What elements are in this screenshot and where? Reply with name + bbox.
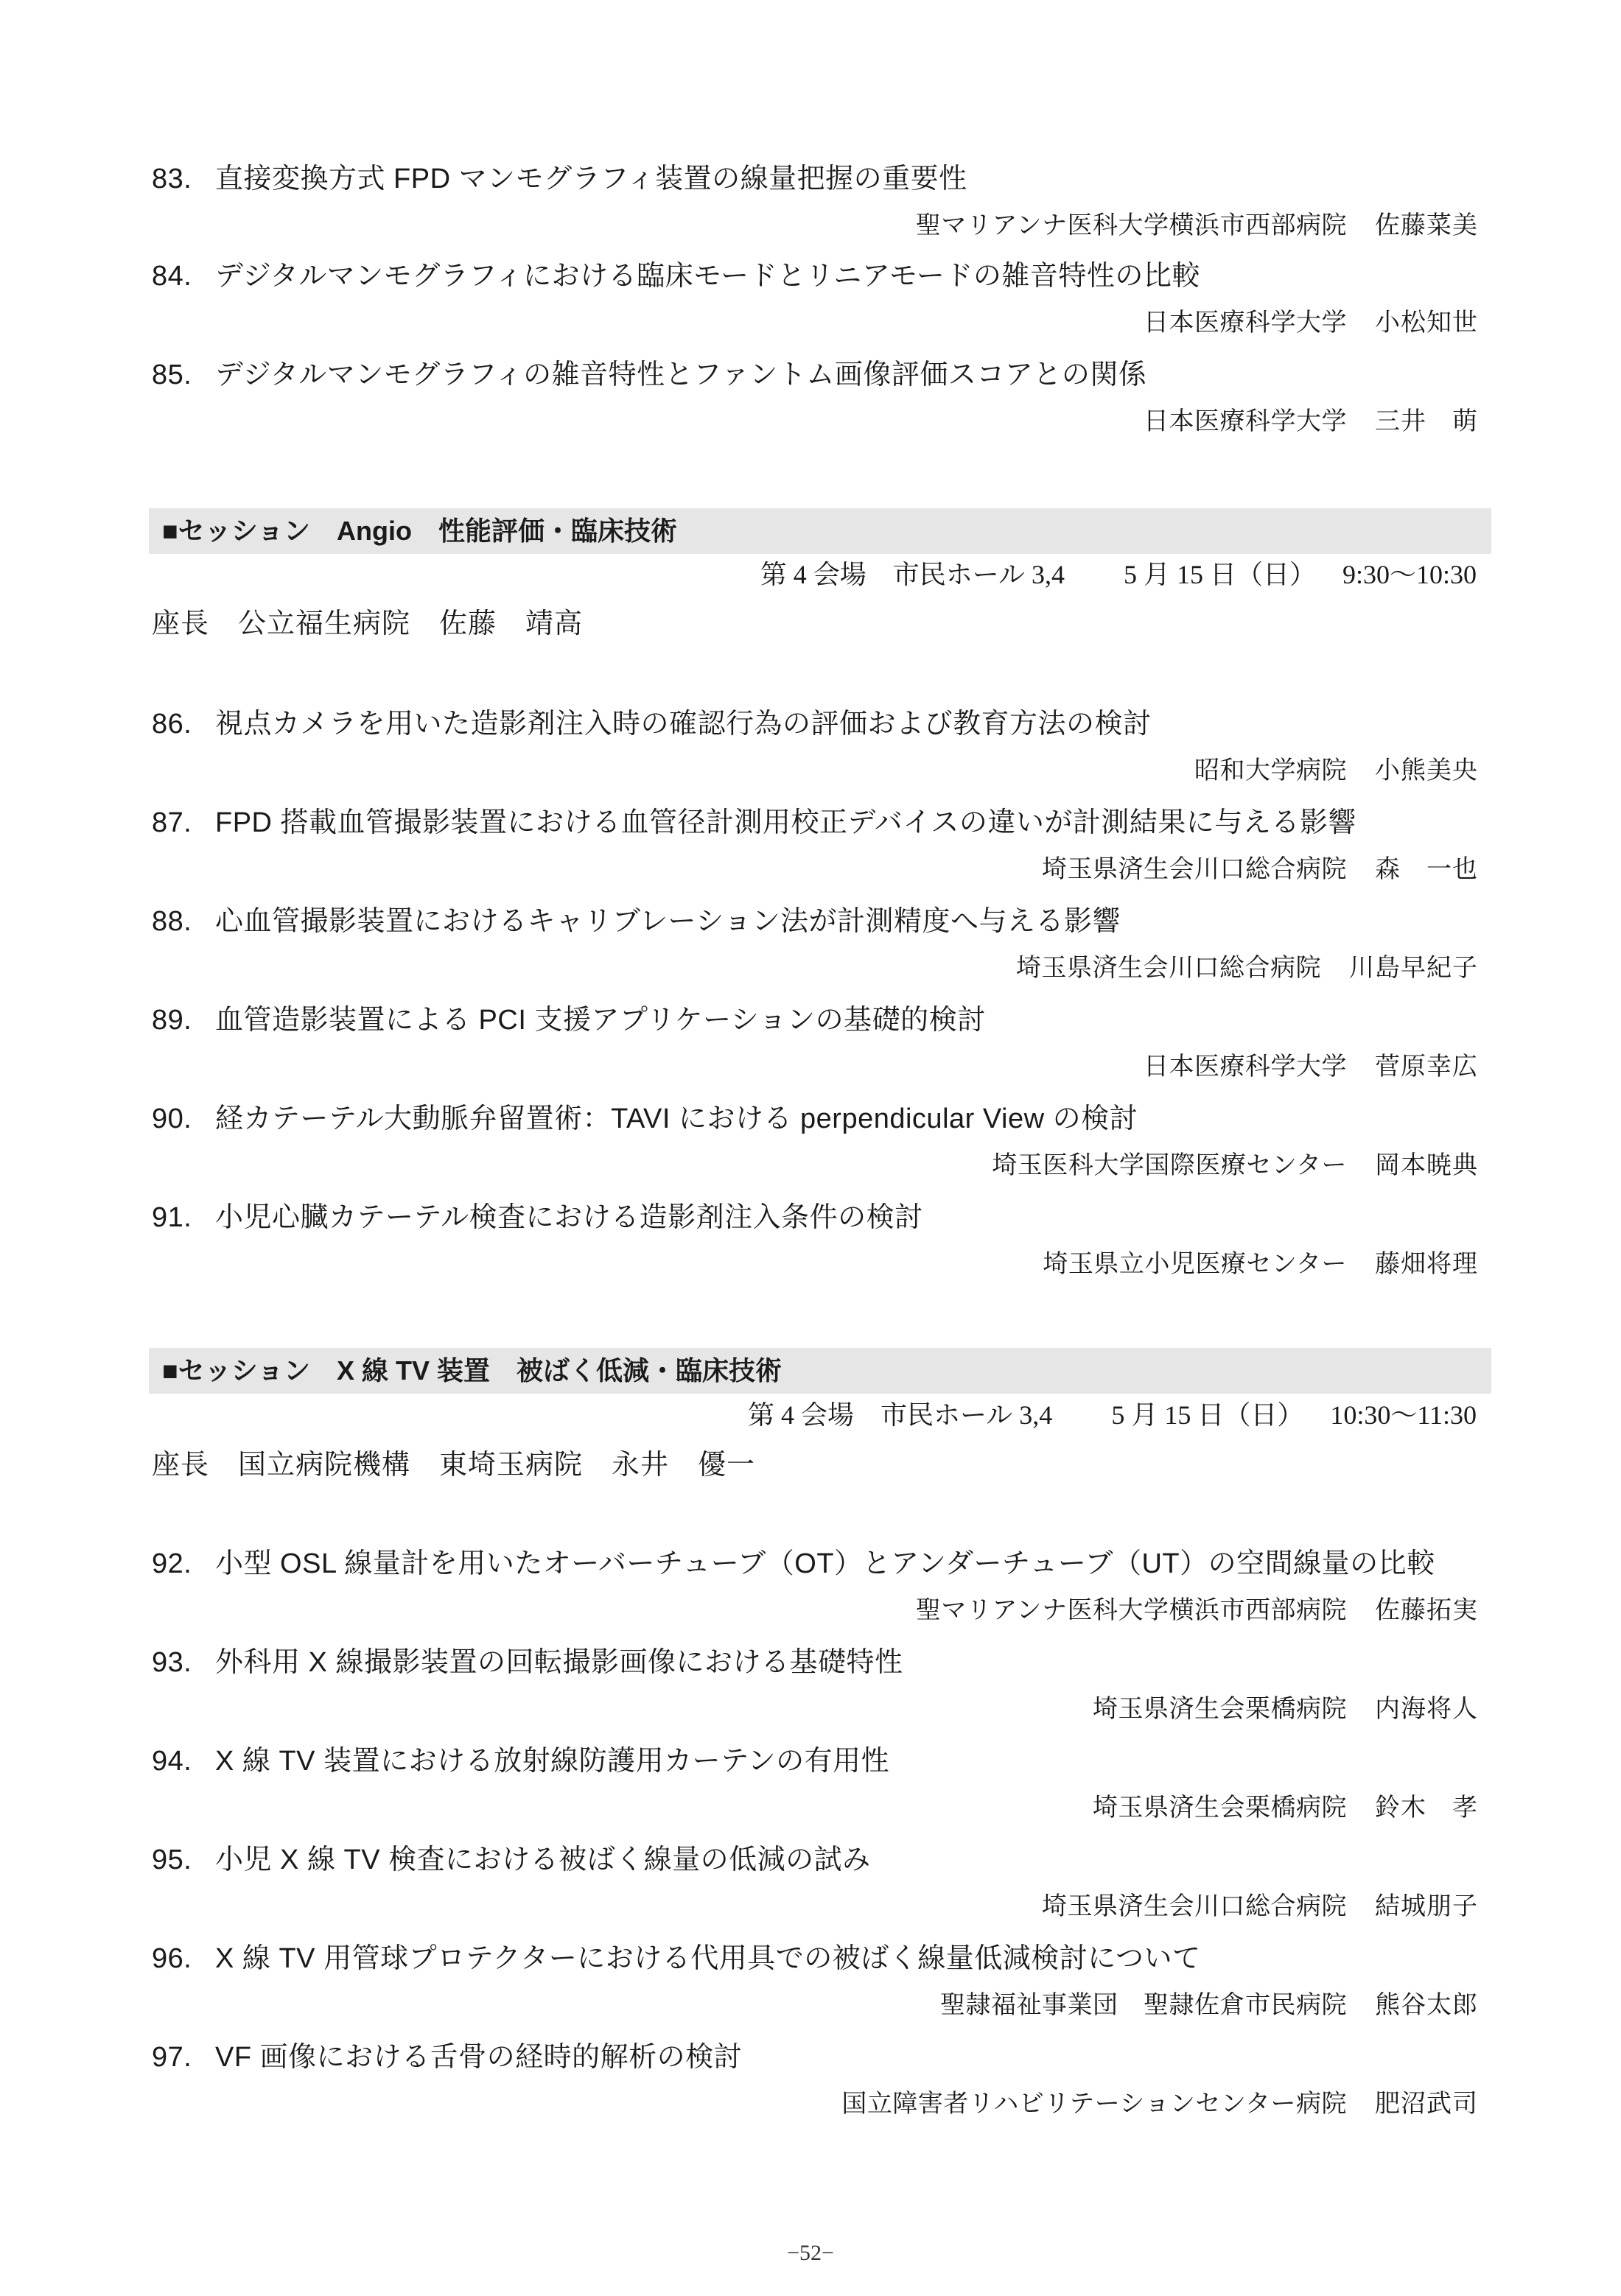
presenter-name: 佐藤菜美 [1375, 212, 1478, 239]
affiliation [1144, 405, 1478, 439]
affiliation-org: 埼玉県立小児医療センター [1043, 1251, 1347, 1278]
session-heading-xray-tv: ■セッション X 線 TV 装置 被ばく低減・臨床技術 [149, 1348, 1491, 1394]
entry-93 [152, 1644, 1478, 1723]
affiliation-org: 日本医療科学大学 [1144, 1053, 1347, 1081]
session-chair-angio: 座長 公立福生病院 佐藤 靖高 [152, 608, 584, 639]
session-date: 5 月 15 日（日） [1111, 1400, 1304, 1430]
affiliation [916, 209, 1478, 243]
entry-title-text: FPD 搭載血管撮影装置における血管径計測用校正デバイスの違いが計測結果に与える影響 [215, 807, 1356, 838]
entry-title-text: 小型 OSL 線量計を用いたオーバーチューブ（OT）とアンダーチューブ（UT）の空間線量の比較 [215, 1548, 1435, 1579]
entry-title [152, 1644, 1478, 1681]
entry-92 [152, 1545, 1478, 1624]
affiliation-org: 国立障害者リハビリテーションセンター病院 [841, 2090, 1347, 2118]
presenter-name: 岡本暁典 [1375, 1152, 1478, 1179]
entry-number: 84. [152, 261, 192, 292]
entry-title [152, 2039, 1478, 2076]
entry-number: 85. [152, 359, 192, 390]
entry-94 [152, 1743, 1478, 1822]
entry-95 [152, 1842, 1478, 1920]
presenter-name: 川島早紀子 [1349, 955, 1478, 982]
session-venue: 第 4 会場 市民ホール 3,4 [748, 1400, 1053, 1430]
entry-number: 83. [152, 164, 192, 194]
presenter-name: 菅原幸広 [1375, 1053, 1478, 1081]
presenter-name: 内海将人 [1375, 1696, 1478, 1723]
entry-number: 87. [152, 807, 192, 838]
session-date: 5 月 15 日（日） [1123, 560, 1316, 589]
entry-84 [152, 258, 1478, 337]
entry-number: 93. [152, 1647, 192, 1678]
entry-title-text: 小児心臓カテーテル検査における造影剤注入条件の検討 [215, 1202, 923, 1233]
page-number: −52− [787, 2241, 834, 2265]
entry-title-text: 視点カメラを用いた造影剤注入時の確認行為の評価および教育方法の検討 [215, 709, 1152, 740]
entry-number: 86. [152, 709, 192, 740]
entry-title [152, 1743, 1478, 1780]
presenter-name: 肥沼武司 [1375, 2090, 1478, 2118]
affiliation-org: 昭和大学病院 [1194, 757, 1347, 784]
entry-number: 94. [152, 1746, 192, 1777]
entry-title-text: デジタルマンモグラフィにおける臨床モードとリニアモードの雑音特性の比較 [215, 261, 1200, 292]
affiliation-org: 埼玉医科大学国際医療センター [992, 1152, 1347, 1179]
presenter-name: 鈴木 孝 [1375, 1794, 1478, 1822]
presenter-name: 熊谷太郎 [1375, 1992, 1478, 2019]
presenter-name: 藤畑将理 [1375, 1251, 1478, 1278]
entry-83 [152, 161, 1478, 239]
presenter-name: 佐藤拓実 [1375, 1597, 1478, 1624]
affiliation-org: 埼玉県済生会栗橋病院 [1093, 1696, 1347, 1723]
affiliation-org: 聖マリアンナ医科大学横浜市西部病院 [915, 212, 1347, 239]
presenter-name: 三井 萌 [1375, 408, 1478, 435]
entry-title [152, 804, 1478, 841]
session-heading-angio: ■セッション Angio 性能評価・臨床技術 [149, 508, 1491, 554]
entry-number: 96. [152, 1943, 192, 1974]
affiliation-org: 聖隷福祉事業団 聖隷佐倉市民病院 [940, 1992, 1347, 2019]
affiliation [992, 1149, 1478, 1183]
affiliation [940, 1989, 1478, 2023]
entry-96 [152, 1940, 1478, 2019]
entry-number: 97. [152, 2042, 192, 2073]
affiliation [1093, 1693, 1478, 1727]
entry-86 [152, 706, 1478, 784]
affiliation-org: 日本医療科学大学 [1144, 309, 1347, 337]
session-info-angio [760, 556, 1477, 593]
entry-90 [152, 1100, 1478, 1179]
presenter-name: 森 一也 [1375, 856, 1478, 883]
affiliation [841, 2088, 1478, 2121]
affiliation [1016, 952, 1478, 986]
entry-title [152, 706, 1478, 742]
presenter-name: 結城朋子 [1375, 1893, 1478, 1920]
presenter-name: 小熊美央 [1375, 757, 1478, 784]
session-info-xray-tv [748, 1397, 1477, 1433]
affiliation-org: 聖マリアンナ医科大学横浜市西部病院 [915, 1597, 1347, 1624]
entry-87 [152, 804, 1478, 883]
entry-title [152, 1199, 1478, 1236]
affiliation [1042, 853, 1478, 887]
entry-number: 88. [152, 906, 192, 937]
affiliation-org: 日本医療科学大学 [1144, 408, 1347, 435]
affiliation [1144, 1050, 1478, 1084]
entry-title [152, 1940, 1478, 1977]
affiliation [1043, 1248, 1478, 1282]
entry-title [152, 903, 1478, 940]
entry-title [152, 357, 1478, 393]
entry-title [152, 258, 1478, 295]
entry-85 [152, 357, 1478, 435]
entry-88 [152, 903, 1478, 982]
entry-title-text: 直接変換方式 FPD マンモグラフィ装置の線量把握の重要性 [215, 164, 967, 194]
entry-number: 92. [152, 1548, 192, 1579]
session-time: 10:30〜11:30 [1330, 1400, 1477, 1430]
session-time: 9:30〜10:30 [1342, 560, 1477, 589]
entry-title-text: VF 画像における舌骨の経時的解析の検討 [215, 2042, 743, 2073]
entry-title [152, 1100, 1478, 1137]
affiliation [916, 1594, 1478, 1628]
entry-title [152, 1002, 1478, 1039]
entry-title-text: 血管造影装置による PCI 支援アプリケーションの基礎的検討 [215, 1005, 986, 1036]
entry-91 [152, 1199, 1478, 1278]
entry-89 [152, 1002, 1478, 1081]
affiliation [1194, 754, 1478, 788]
entry-title-text: デジタルマンモグラフィの雑音特性とファントム画像評価スコアとの関係 [215, 359, 1147, 390]
session-venue: 第 4 会場 市民ホール 3,4 [760, 560, 1065, 589]
affiliation-org: 埼玉県済生会川口総合病院 [1042, 1893, 1347, 1920]
affiliation [1093, 1791, 1478, 1825]
entry-number: 95. [152, 1844, 192, 1875]
entry-title-text: 心血管撮影装置におけるキャリブレーション法が計測精度へ与える影響 [215, 906, 1121, 937]
entry-title [152, 1545, 1478, 1582]
affiliation-org: 埼玉県済生会川口総合病院 [1042, 856, 1347, 883]
affiliation-org: 埼玉県済生会川口総合病院 [1016, 955, 1321, 982]
affiliation [1144, 306, 1478, 340]
entry-97 [152, 2039, 1478, 2118]
entry-number: 91. [152, 1202, 192, 1233]
entry-number: 90. [152, 1103, 192, 1134]
entry-title [152, 1842, 1478, 1878]
affiliation [1042, 1890, 1478, 1924]
entry-title-text: X 線 TV 用管球プロテクターにおける代用具での被ばく線量低減検討について [215, 1943, 1201, 1974]
entry-title [152, 161, 1478, 197]
entry-title-text: X 線 TV 装置における放射線防護用カーテンの有用性 [215, 1746, 890, 1777]
entry-number: 89. [152, 1005, 192, 1036]
entry-title-text: 外科用 X 線撮影装置の回転撮影画像における基礎特性 [215, 1647, 903, 1678]
presenter-name: 小松知世 [1375, 309, 1478, 337]
affiliation-org: 埼玉県済生会栗橋病院 [1093, 1794, 1347, 1822]
session-chair-xray-tv: 座長 国立病院機構 東埼玉病院 永井 優一 [152, 1450, 756, 1481]
entry-title-text: 小児 X 線 TV 検査における被ばく線量の低減の試み [215, 1844, 871, 1875]
entry-title-text: 経カテーテル大動脈弁留置術：TAVI における perpendicular View の検討 [215, 1103, 1138, 1134]
